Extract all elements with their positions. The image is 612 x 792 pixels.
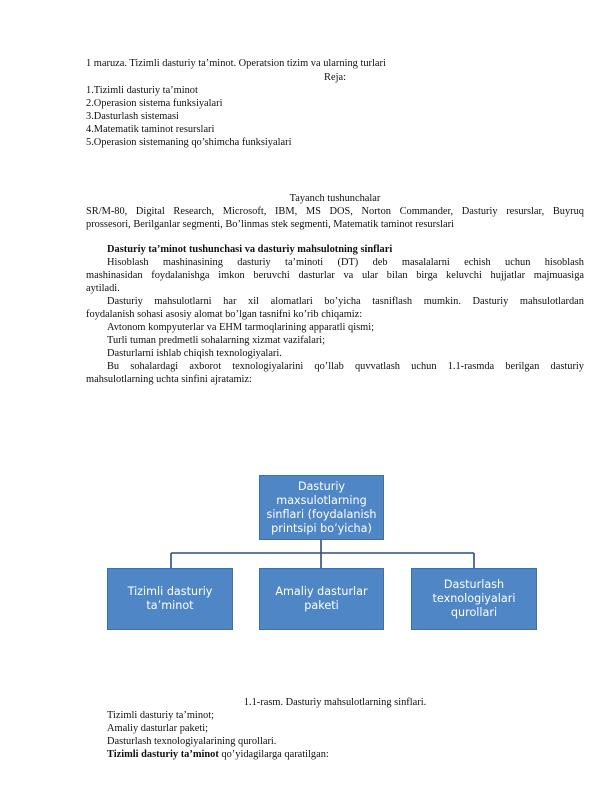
paragraph-line: Dasturiy mahsulotlarni har xil alomatlari bo’yicha tasniflash mumkin. Dasturiy mahsulotlardan <box>107 296 584 307</box>
final-rest-text: qo’yidagilarga qaratilgan: <box>218 749 329 760</box>
diagram-child-box-applied <box>259 568 384 630</box>
plan-item: 5.Operasion sistemaning qo’shimcha funksiyalari <box>86 137 292 148</box>
keywords-heading: Tayanch tushunchalar <box>289 193 381 204</box>
child2-text-line: paketi <box>304 599 339 612</box>
diagram-child-box-system <box>107 568 233 630</box>
list-item: Dasturlarni ishlab chiqish texnologiyalari. <box>107 348 282 359</box>
list-item: Turli tuman predmetli sohalarning xizmat vazifalari; <box>107 335 326 346</box>
diagram-root-box <box>259 475 384 540</box>
list-item: Dasturlash texnologiyalarining qurollari. <box>107 736 277 747</box>
paragraph-line: mahsulotlarning uchta sinfini ajratamiz: <box>86 374 252 385</box>
plan-item: 2.Operasion sistema funksiyalari <box>86 98 223 109</box>
keywords-line: prossesori, Berilganlar segmenti, Bo’linmas stek segmenti, Matematik taminot resurslari <box>86 219 454 230</box>
keywords-line: SR/M-80, Digital Research, Microsoft, IBM, MS DOS, Norton Commander, Dasturiy resurslar, Buyruq <box>86 206 584 217</box>
plan-item: 3.Dasturlash sistemasi <box>86 111 179 122</box>
child1-text-line: ta’minot <box>146 599 194 612</box>
child3-text-line: texnologiyalari <box>432 592 516 605</box>
paragraph-line: aytiladi. <box>86 283 120 294</box>
plan-heading: Reja: <box>324 72 346 83</box>
list-item: Amaliy dasturlar paketi; <box>107 723 208 734</box>
list-item: Avtonom kompyuterlar va EHM tarmoqlarining apparatli qismi; <box>107 322 375 333</box>
list-item: Tizimli dasturiy ta’minot; <box>107 710 214 721</box>
section-heading: Dasturiy ta’minot tushunchasi va dasturiy mahsulotning sinflari <box>107 244 393 255</box>
child2-text-line: Amaliy dasturlar <box>275 585 368 598</box>
lecture-title: 1 maruza. Tizimli dasturiy ta’minot. Operatsion tizim va ularning turlari <box>86 58 386 69</box>
child3-text-line: qurollari <box>450 606 498 619</box>
root-text-line: maxsulotlarning <box>276 493 367 507</box>
paragraph-line: Bu sohalardagi axborot texnologiyalarini qo’llab quvvatlash uchun 1.1-rasmda berilgan dasturiy <box>107 361 584 372</box>
root-text-line: Dasturiy <box>297 479 346 493</box>
paragraph-line: mashinasidan foydalanishga imkon beruvchi dasturlar va ular bilan birga keluvchi hujjatlar majmuasiga <box>86 270 584 281</box>
paragraph-line: Hisoblash mashinasining dasturiy ta’minoti (DT) deb masalalarni echish uchun hisoblash <box>107 257 584 268</box>
plan-item: 4.Matematik taminot resurslari <box>86 124 215 135</box>
root-text-line: sinflari (foydalanish <box>266 507 377 521</box>
root-text-line: printsipi bo’yicha) <box>271 521 372 535</box>
final-bold-term: Tizimli dasturiy ta’minot <box>107 749 219 760</box>
figure-caption: 1.1-rasm. Dasturiy mahsulotlarning sinflari. <box>243 697 427 708</box>
diagram-child-box-tools <box>411 568 537 630</box>
final-line <box>107 748 329 761</box>
plan-item: 1.Tizimli dasturiy ta’minot <box>86 85 198 96</box>
child3-text-line: Dasturlash <box>443 578 505 591</box>
paragraph-line: foydalanish sohasi asosiy alomat bo’lgan tasnifni ko’rib chiqamiz: <box>86 309 363 320</box>
child1-text-line: Tizimli dasturiy <box>127 585 213 598</box>
